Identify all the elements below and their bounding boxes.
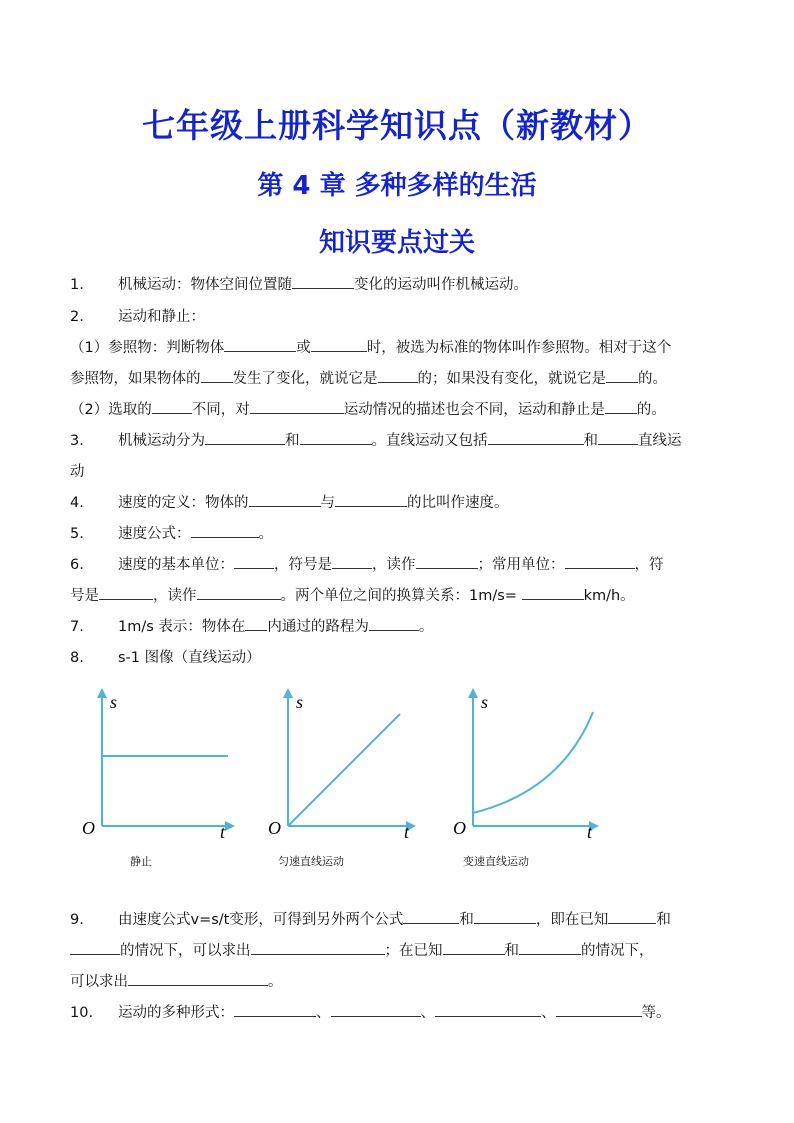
axis-s-label: s — [481, 692, 489, 712]
blank[interactable] — [300, 427, 372, 445]
chapter-title: 第 4 章 多种多样的生活 — [257, 171, 537, 201]
blank[interactable] — [201, 365, 233, 383]
origin-label: O — [453, 818, 466, 838]
blank[interactable] — [416, 551, 478, 569]
blank[interactable] — [234, 999, 316, 1017]
graph-line — [288, 714, 400, 826]
item-2-1b: 参照物，如果物体的 发生了变化，就说它是 的；如果没有变化，就说它是 的。 — [70, 364, 730, 395]
blank[interactable] — [335, 489, 407, 507]
item-2-1: （1）参照物：判断物体 或 时，被选为标准的物体叫作参照物。相对于这个 — [70, 333, 730, 364]
blank[interactable] — [519, 937, 581, 955]
blank[interactable] — [128, 968, 268, 986]
graph-curve — [473, 712, 593, 813]
section-title: 知识要点过关 — [318, 228, 475, 258]
blank[interactable] — [197, 582, 281, 600]
origin-label: O — [268, 818, 281, 838]
axis-s-label: s — [296, 692, 304, 712]
blank[interactable] — [311, 334, 367, 352]
blank[interactable] — [474, 906, 536, 924]
blank[interactable] — [234, 551, 274, 569]
caption-variable: 变速直线运动 — [463, 855, 529, 868]
item-1: 1. 机械运动：物体空间位置随 变化的运动叫作机械运动。 — [70, 270, 730, 301]
item-2: 2. 运动和静止： — [70, 309, 205, 325]
caption-uniform: 匀速直线运动 — [278, 855, 344, 868]
blank[interactable] — [522, 582, 584, 600]
item-8: 8. s-1 图像（直线运动） — [70, 650, 261, 666]
axis-s-label: s — [110, 692, 118, 712]
blank[interactable] — [488, 427, 584, 445]
item-10: 10. 运动的多种形式： 、 、 、 等。 — [70, 998, 730, 1029]
blank[interactable] — [605, 396, 637, 414]
graph-uniform — [266, 686, 426, 841]
blank[interactable] — [205, 427, 285, 445]
item-4: 4. 速度的定义：物体的 与 的比叫作速度。 — [70, 488, 730, 519]
document-title: 七年级上册科学知识点（新教材） — [142, 106, 652, 145]
origin-label: O — [82, 818, 95, 838]
blank[interactable] — [292, 271, 354, 289]
blank[interactable] — [99, 582, 153, 600]
blank[interactable] — [332, 551, 372, 569]
blank[interactable] — [331, 999, 421, 1017]
item-9: 9. 由速度公式v=s/t变形，可得到另外两个公式 和 ，即在已知 和 — [70, 905, 730, 936]
graph-static — [80, 686, 240, 841]
item-2-2: （2）选取的 不同，对 运动情况的描述也会不同，运动和静止是 的。 — [70, 395, 730, 426]
blank[interactable] — [191, 520, 259, 538]
blank[interactable] — [403, 906, 459, 924]
blank[interactable] — [556, 999, 642, 1017]
blank[interactable] — [369, 613, 419, 631]
item-6b: 号是 ，读作 。两个单位之间的换算关系：1m/s= km/h。 — [70, 581, 730, 612]
item-3b: 动 — [70, 464, 85, 480]
t-arrow — [225, 821, 235, 831]
blank[interactable] — [565, 551, 635, 569]
blank[interactable] — [606, 365, 638, 383]
item-9c: 可以求出 。 — [70, 967, 730, 998]
blank[interactable] — [435, 999, 541, 1017]
axis-t-label: t — [220, 822, 226, 841]
blank[interactable] — [245, 613, 267, 631]
item-5: 5. 速度公式： 。 — [70, 519, 730, 550]
s-arrow — [468, 688, 478, 698]
blank[interactable] — [152, 396, 192, 414]
s-arrow — [97, 688, 107, 698]
blank[interactable] — [250, 396, 344, 414]
blank[interactable] — [249, 489, 321, 507]
item-3: 3. 机械运动分为 和 。直线运动又包括 和 直线运 — [70, 426, 730, 457]
blank[interactable] — [224, 334, 296, 352]
blank[interactable] — [70, 937, 120, 955]
blank[interactable] — [443, 937, 505, 955]
blank[interactable] — [608, 906, 656, 924]
graph-variable — [451, 686, 611, 841]
blank[interactable] — [251, 937, 385, 955]
axis-t-label: t — [404, 822, 410, 841]
item-7: 7. 1m/s 表示：物体在 内通过的路程为 。 — [70, 612, 730, 643]
blank[interactable] — [378, 365, 418, 383]
blank[interactable] — [598, 427, 638, 445]
item-9b: 的情况下，可以求出 ；在已知 和 的情况下， — [70, 936, 730, 967]
item-6: 6. 速度的基本单位： ，符号是 ，读作 ；常用单位： ，符 — [70, 550, 730, 581]
axis-t-label: t — [587, 822, 593, 841]
s-arrow — [283, 688, 293, 698]
caption-static: 静止 — [130, 855, 152, 868]
